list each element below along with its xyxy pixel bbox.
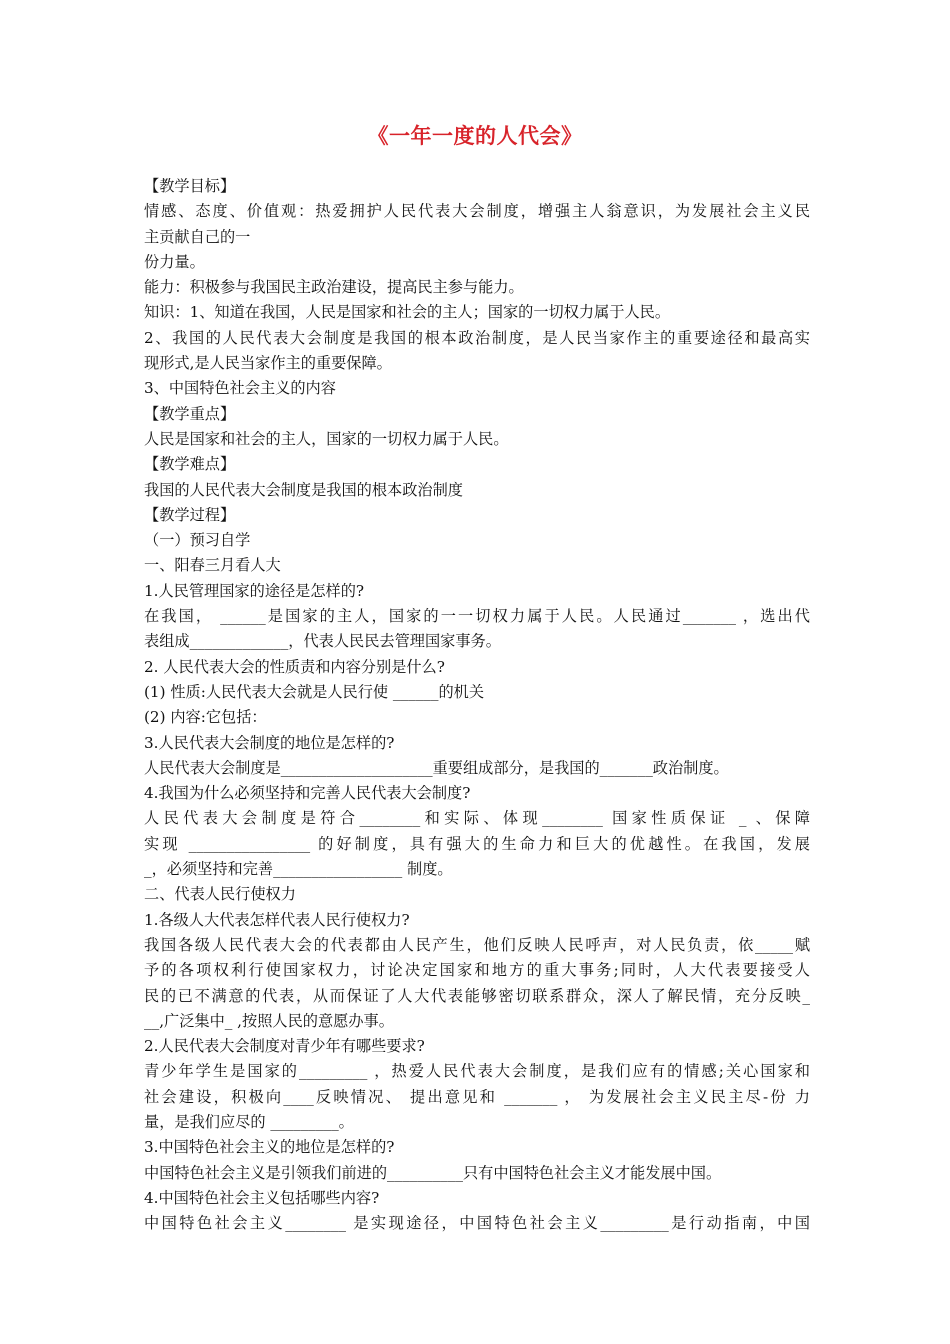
text-line: 人民代表大会制度是符合________和实际、体现________ 国家性质保证 _ 、保障 [144, 809, 810, 828]
text-line: 社会建设，积极向____反映情况、 提出意见和 _______ ， 为发展社会主义民主尽-份 力 [144, 1087, 810, 1106]
text-line: 实现 ________________ 的好制度，具有强大的生命力和巨大的优越性。在我国，发展 [144, 834, 810, 853]
text-line: 【教学难点】 [144, 455, 236, 474]
document-title: 《一年一度的人代会》 [367, 124, 583, 148]
document-body [144, 174, 810, 1236]
text-line: 量，是我们应尽的 _________。 [144, 1112, 354, 1131]
text-line: 4.中国特色社会主义包括哪些内容? [144, 1188, 380, 1207]
text-line: 2. 人民代表大会的性质责和内容分别是什么? [144, 657, 445, 676]
text-line: 2、我国的人民代表大会制度是我国的根本政治制度，是人民当家作主的重要途径和最高实 [144, 328, 810, 347]
text-line: 能力：积极参与我国民主政治建设，提高民主参与能力。 [144, 278, 524, 297]
text-line: __,广泛集中_ ,按照人民的意愿办事。 [144, 1011, 394, 1030]
text-line: 1.人民管理国家的途径是怎样的? [144, 581, 365, 600]
text-line: 中国特色社会主义________ 是实现途径，中国特色社会主义_________是行动指南，中国 [144, 1214, 810, 1233]
text-line: 【教学重点】 [144, 404, 236, 423]
text-line: 2.人民代表大会制度对青少年有哪些要求? [144, 1037, 425, 1056]
text-line: 【教学过程】 [144, 505, 236, 524]
text-line: 3、中国特色社会主义的内容 [144, 379, 336, 398]
text-line: 我国各级人民代表大会的代表都由人民产生，他们反映人民呼声，对人民负责，依_____赋 [144, 935, 810, 954]
text-line: 中国特色社会主义是引领我们前进的__________只有中国特色社会主义才能发展中国。 [144, 1163, 722, 1182]
text-line: 人民代表大会制度是____________________重要组成部分，是我国的_______政治制度。 [144, 758, 729, 777]
text-line: (1) 性质:人民代表大会就是人民行使 ______的机关 [144, 682, 485, 701]
text-line: 青少年学生是国家的_________ ，热爱人民代表大会制度，是我们应有的情感;关心国家和 [144, 1062, 810, 1081]
text-line: 二、代表人民行使权力 [144, 885, 296, 904]
text-line: (2) 内容:它包括： [144, 708, 267, 727]
text-line: 人民是国家和社会的主人，国家的一切权力属于人民。 [144, 429, 509, 448]
text-line: 在我国， ______是国家的主人，国家的一一切权力属于人民。人民通过_______ ，选出代 [144, 607, 810, 626]
text-line: 1.各级人大代表怎样代表人民行使权力? [144, 910, 410, 929]
text-line: 民的已不满意的代表，从而保证了人大代表能够密切联系群众，深人了解民情，充分反映_ [144, 986, 810, 1005]
text-line: 予的各项权利行使国家权力，讨论决定国家和地方的重大事务;同时，人大代表要接受人 [144, 961, 810, 980]
text-line: 3.中国特色社会主义的地位是怎样的? [144, 1138, 395, 1157]
text-line: 我国的人民代表大会制度是我国的根本政治制度 [144, 480, 463, 499]
text-line: 【教学目标】 [144, 177, 236, 195]
text-line: 份力量。 [144, 252, 205, 271]
text-line: 知识：1、知道在我国，人民是国家和社会的主人；国家的一切权力属于人民。 [144, 303, 671, 322]
text-line: （一）预习自学 [144, 531, 251, 550]
text-line: 表组成_____________，代表人民民去管理国家事务。 [144, 632, 501, 651]
text-line: 主贡献自己的一 [144, 227, 251, 246]
text-line: 4.我国为什么必须坚持和完善人民代表大会制度? [144, 784, 471, 803]
text-line: 现形式,是人民当家作主的重要保障。 [144, 354, 392, 373]
text-line: 一、阳春三月看人大 [144, 556, 281, 575]
text-line: _，必须坚持和完善_________________ 制度。 [144, 860, 453, 879]
text-line: 3.人民代表大会制度的地位是怎样的? [144, 733, 395, 752]
text-line: 情感、态度、价值观：热爱拥护人民代表大会制度，增强主人翁意识，为发展社会主义民 [144, 202, 810, 221]
